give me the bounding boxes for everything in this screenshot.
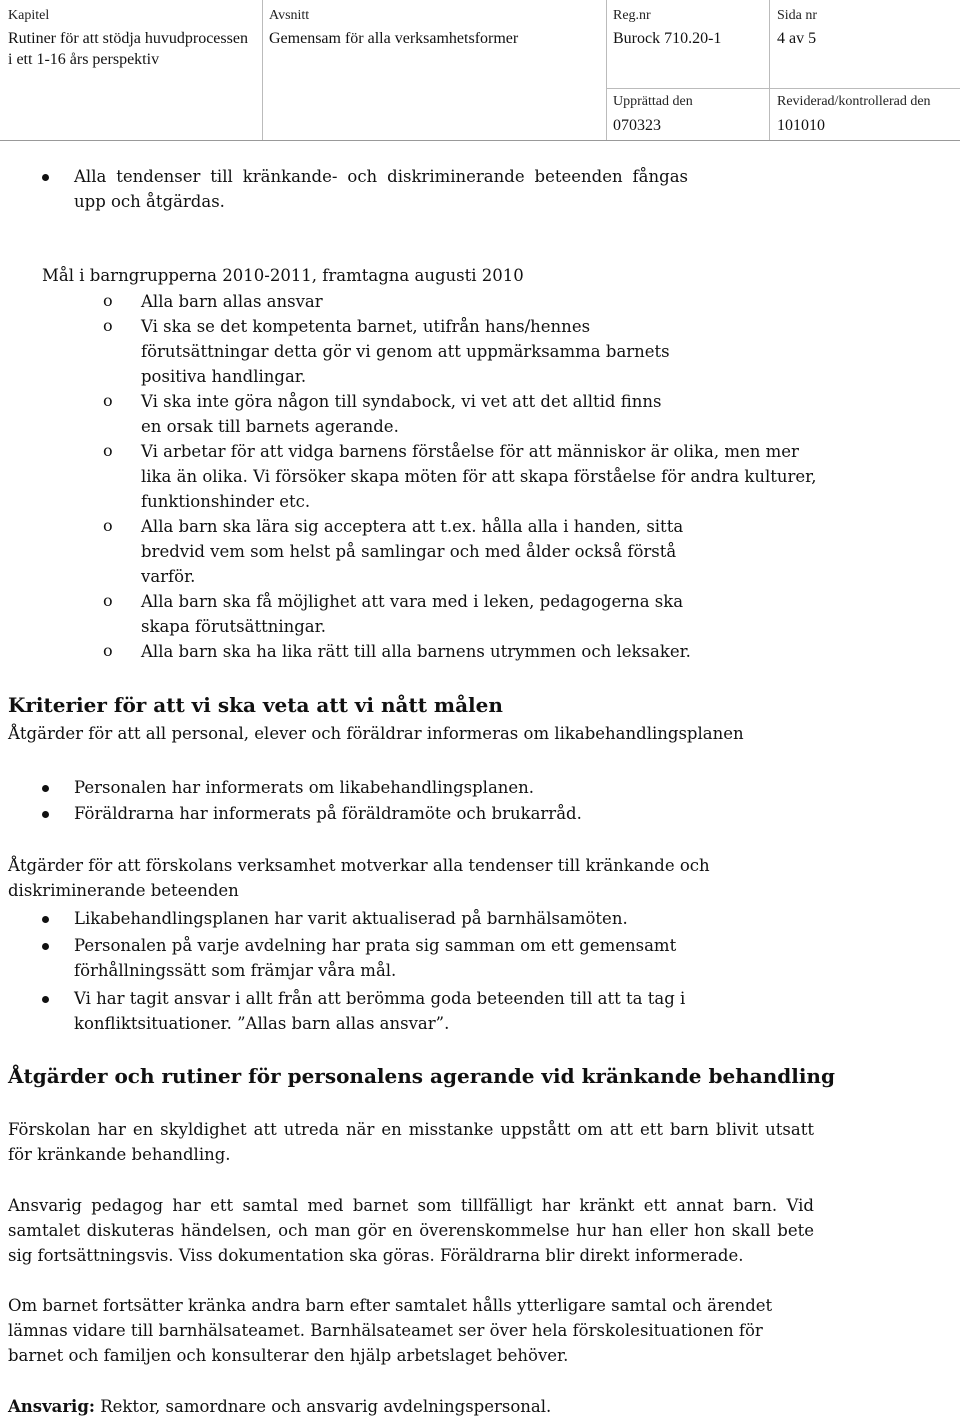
goal-item: Alla barn ska få möjlighet att vara med i leken, pedagogerna ska skapa förutsättningar. (141, 592, 684, 636)
divider (769, 0, 770, 140)
goal-item: Vi ska se det kompetenta barnet, utifrån hans/hennes förutsättningar detta gör vi genom att uppmärksamma barnets positiva handlingar. (141, 317, 670, 386)
actions-paragraph: Ansvarig pedagog har ett samtal med barnet som tillfälligt har kränkt ett annat barn. Vid samtalet diskuteras händelsen, och man gör en överenskommelse hur han eller hon skall bete sig fortsättningsvis. Viss dokumentation ska göras. Föräldrarna blir direkt informerade. (8, 1196, 814, 1265)
reviderad-label: Reviderad/kontrollerad den (777, 94, 931, 109)
bullet-icon (42, 916, 49, 923)
circle-bullet-icon: o (103, 391, 113, 410)
intro-bullet-text: Alla tendenser till kränkande- och diskriminerande beteenden fångas upp och åtgärdas. (74, 167, 688, 211)
goal-item: Alla barn allas ansvar (141, 292, 323, 311)
actions-paragraph: Om barnet fortsätter kränka andra barn efter samtalet hålls ytterligare samtal och ärendet lämnas vidare till barnhälsateamet. Barnhälsateamet ser över hela förskolesituationen för barnet och familjen och konsulterar den hjälp arbetslaget behöver. (8, 1296, 773, 1365)
avsnitt-label: Avsnitt (269, 8, 310, 23)
bullet-icon (42, 174, 49, 181)
responsible-label: Ansvarig: (8, 1397, 95, 1416)
actions-paragraph: Förskolan har en skyldighet att utreda när en misstanke uppstått om att ett barn blivit utsatt för kränkande behandling. (8, 1120, 814, 1164)
criteria-list1-item: Föräldrarna har informerats på föräldramöte och brukarråd. (74, 804, 582, 823)
sida-value: 4 av 5 (777, 30, 817, 47)
goal-item: Vi ska inte göra någon till syndabock, vi vet att det alltid finns en orsak till barnets agerande. (141, 392, 662, 436)
goals-title: Mål i barngrupperna 2010-2011, framtagna augusti 2010 (42, 266, 524, 285)
criteria-sub2: Åtgärder för att förskolans verksamhet motverkar alla tendenser till kränkande och diskriminerande beteenden (8, 856, 710, 900)
goal-item: Alla barn ska ha lika rätt till alla barnens utrymmen och leksaker. (141, 642, 691, 661)
criteria-list1-item: Personalen har informerats om likabehandlingsplanen. (74, 778, 535, 797)
circle-bullet-icon: o (103, 441, 113, 460)
upprattad-label: Upprättad den (613, 94, 693, 109)
kapitel-value: Rutiner för att stödja huvudprocessen i ett 1-16 års perspektiv (8, 30, 248, 68)
criteria-heading: Kriterier för att vi ska veta att vi nått målen (8, 693, 503, 717)
circle-bullet-icon: o (103, 291, 113, 310)
bullet-icon (42, 943, 49, 950)
circle-bullet-icon: o (103, 316, 113, 335)
criteria-list2-item: Vi har tagit ansvar i allt från att berömma goda beteenden till att ta tag i konfliktsituationer. ”Allas barn allas ansvar”. (74, 989, 686, 1033)
criteria-list2-item: Personalen på varje avdelning har prata sig samman om ett gemensamt förhållningssätt som främjar våra mål. (74, 936, 677, 980)
circle-bullet-icon: o (103, 516, 113, 535)
goal-item: Vi arbetar för att vidga barnens förståelse för att människor är olika, men mer lika än olika. Vi försöker skapa möten för att skapa förståelse för andra kulturer, funktionshinder etc. (141, 442, 817, 511)
responsible-line (8, 1394, 551, 1419)
avsnitt-value: Gemensam för alla verksamhetsformer (269, 30, 519, 47)
circle-bullet-icon: o (103, 641, 113, 660)
upprattad-value: 070323 (613, 117, 661, 134)
regnr-label: Reg.nr (613, 8, 651, 23)
circle-bullet-icon: o (103, 591, 113, 610)
bullet-icon (42, 785, 49, 792)
document-header (0, 0, 960, 141)
bullet-icon (42, 811, 49, 818)
reviderad-value: 101010 (777, 117, 825, 134)
actions-heading: Åtgärder och rutiner för personalens agerande vid kränkande behandling (8, 1064, 835, 1088)
sida-label: Sida nr (777, 8, 818, 23)
criteria-sub1: Åtgärder för att all personal, elever och föräldrar informeras om likabehandlingsplanen (8, 724, 744, 743)
divider (606, 88, 960, 89)
criteria-list2-item: Likabehandlingsplanen har varit aktualiserad på barnhälsamöten. (74, 909, 628, 928)
bullet-icon (42, 996, 49, 1003)
divider (262, 0, 263, 140)
responsible-value: Rektor, samordnare och ansvarig avdelningspersonal. (100, 1397, 552, 1416)
kapitel-label: Kapitel (8, 8, 50, 23)
goal-item: Alla barn ska lära sig acceptera att t.ex. hålla alla i handen, sitta bredvid vem som helst på samlingar och med ålder också förstå varför. (141, 517, 684, 586)
regnr-value: Burock 710.20-1 (613, 30, 722, 47)
divider (606, 0, 607, 140)
